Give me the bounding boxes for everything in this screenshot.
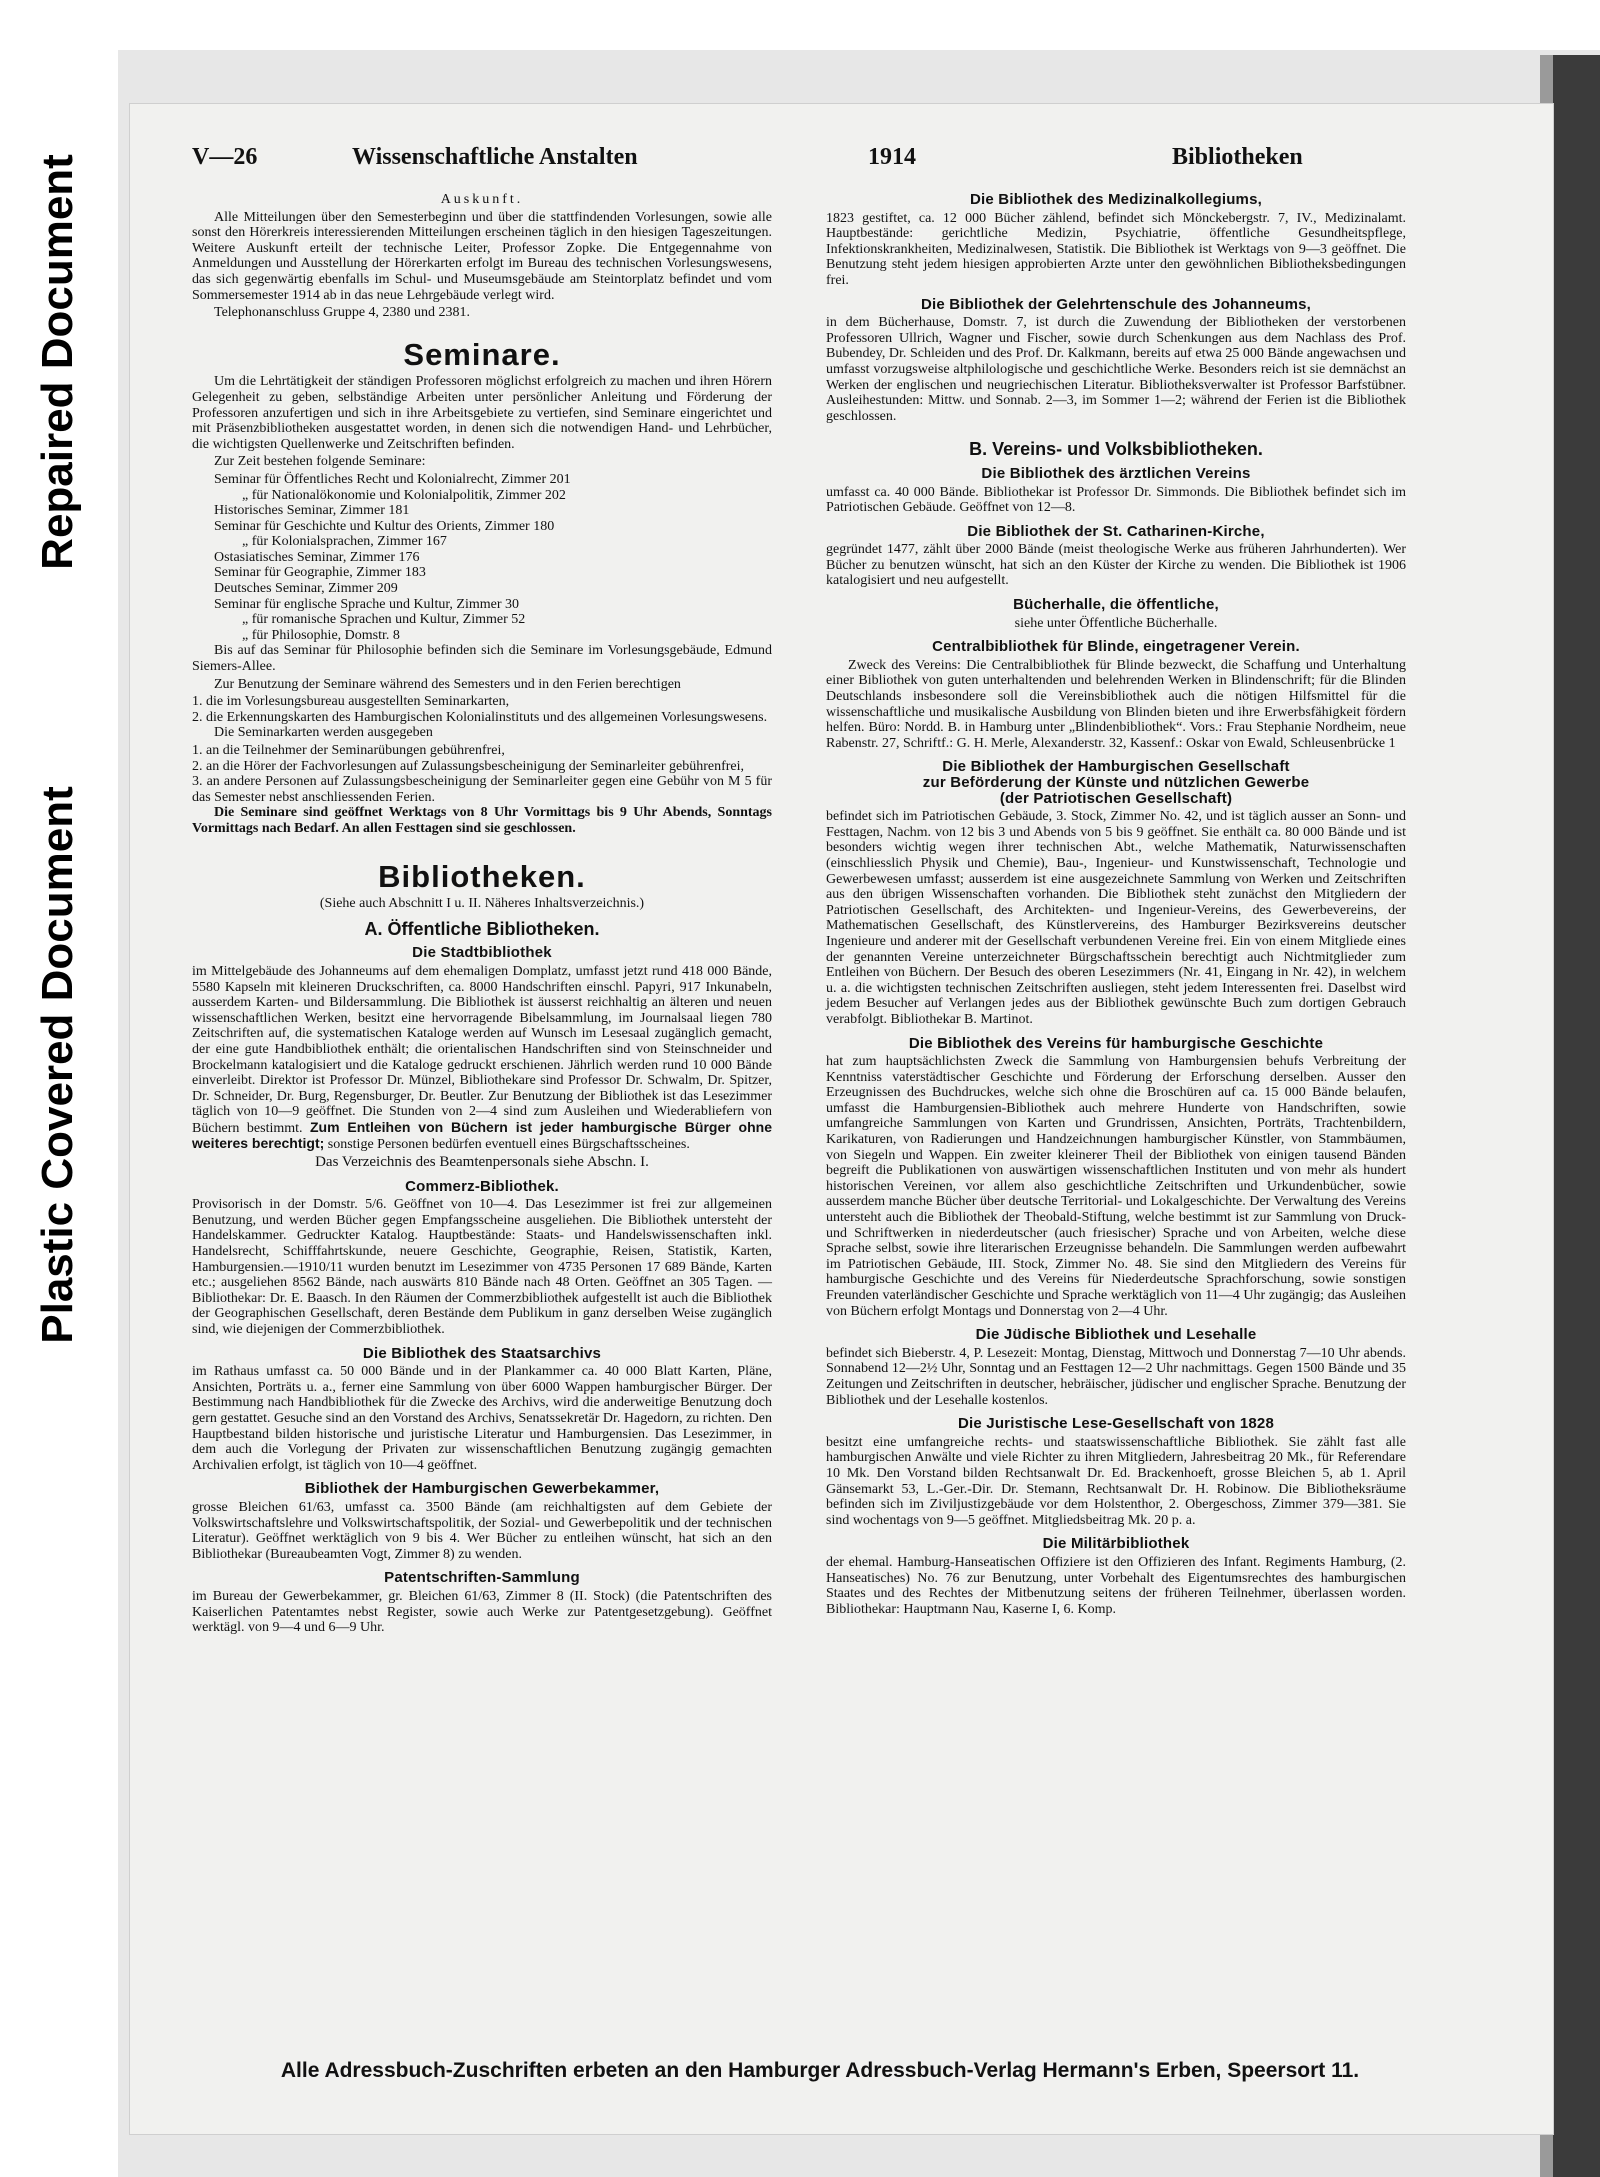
seminar-item: Deutsches Seminar, Zimmer 209 [214, 581, 398, 597]
seminar-item: Seminar für Geschichte und Kultur des Orients, Zimmer 180 [214, 518, 555, 534]
catharinen-heading: Die Bibliothek der St. Catharinen-Kirche, [967, 522, 1265, 540]
seminare-hours: Die Seminare sind geöffnet Werktags von 8 Uhr Vormittags bis 9 Uhr Abends, Sonntags Vormittags nach Bedarf. An allen Festtagen sind sie geschlossen. [192, 805, 772, 836]
seminare-list [192, 472, 772, 644]
seminar-item: „ für Nationalökonomie und Kolonialpolitik, Zimmer 202 [242, 487, 566, 503]
section-a-heading: A. Öffentliche Bibliotheken. [364, 918, 600, 939]
militaerbibliothek-text: der ehemal. Hamburg-Hanseatischen Offiziere ist den Offizieren des Infant. Regiments Hamburg, (2. Hanseatisches) No. 76 zur Benutzung, unter Vorbehalt des Eigentumsrechtes des hamburgischen Staates und des Rechtes der Mitbenutzung seitens der früheren Teilnehmer, überlassen worden. Bibliothekar: Hauptmann Nau, Kaserne I, 6. Komp. [826, 1554, 1406, 1617]
staatsarchiv-heading: Die Bibliothek des Staatsarchivs [362, 1344, 602, 1362]
gelehrtenschule-heading: Die Bibliothek der Gelehrtenschule des Johanneums, [920, 295, 1312, 313]
seminar-item: „ für Kolonialsprachen, Zimmer 167 [242, 534, 447, 550]
seminar-item: Seminar für Öffentliches Recht und Kolonialrecht, Zimmer 201 [214, 471, 571, 487]
buecherhalle-heading: Bücherhalle, die öffentliche, [1013, 596, 1219, 614]
gelehrtenschule-text: in dem Bücherhause, Domstr. 7, ist durch die Zuwendung der Bibliotheken der verstorbenen Professoren Ullrich, Wagner und Fischer, sowie durch Schenkungen aus dem Nachlass des Prof. Bubendey, Dr. Schleiden und des Prof. Dr. Kalkmann, bereits auf etwa 25 000 Bände angewachsen und umfasst vorzugsweise altphilologische und geschichtliche Werke. Besonders reich ist sie demnächst an Werken der englischen und neugriechischen Literatur. Bibliotheksverwalter ist Professor Barfstübner. Ausleihestunden: Mittw. und Sonnab. 2—3, im Sommer 1—2; während der Ferien ist die Bibliothek geschlossen. [826, 315, 1406, 424]
seminare-heading: Seminare. [403, 336, 561, 372]
seminarkarten-item: 1. an die Teilnehmer der Seminarübungen gebührenfrei, [192, 743, 505, 758]
seminar-item: „ für Philosophie, Domstr. 8 [242, 627, 400, 643]
seminar-item: Historisches Seminar, Zimmer 181 [214, 503, 410, 519]
seminare-location: Bis auf das Seminar für Philosophie befinden sich die Seminare im Vorlesungsgebäude, Edmund Siemers-Allee. [192, 643, 772, 675]
seminare-usage: Zur Benutzung der Seminare während des Semesters und in den Ferien berechtigen [214, 676, 681, 692]
patentschriften-heading: Patentschriften-Sammlung [384, 1569, 580, 1587]
auskunft-telephone: Telephonanschluss Gruppe 4, 2380 und 2381. [214, 305, 471, 321]
hamburgische-geschichte-text: hat zum hauptsächlichsten Zweck die Sammlung von Hamburgensien behufs Verbreitung der Kenntniss vaterstädtischer Geschichte und Förderung der Erforschung derselben. Ausser den Erzeugnissen des Buchdruckes, welche sich ohne die Broschüren auf ca. 15 000 Bände belaufen, umfasst die Hamburgensien-Bibliothek auch mehrere Hunderte von Handschriften, sowie umfangreiche Sammlungen von Karten und Grundrissen, Ansichten, Porträts, Trachtenbildern, Karikaturen, von Radierungen und Handzeichnungen hamburgischer Künstler, von Stammbäumen, von Siegeln und Wappen. Ein zweiter kleinerer Theil der Bibliothek von einigen tausend Bänden begreift die Publikationen von auswärtigen wissenschaftlichen Instituten und von mehr als hundert historischen Vereinen, vor allem also geschichtliche Zeitschriften und Urkundenbücher, sowie ausserdem manche Bücher über deutsche Territorial- und Lokalgeschichte. Der Verwaltung des Vereins untersteht auch die Bibliothek der Theobald-Stiftung, welche bestimmt ist zur Sammlung von Druck- und Schriftwerken in niederdeutscher (auch friesischer) Sprache und von Arbeiten, welche diese Sprache selbst, sowie ihre literarischen Erzeugnisse behandeln. Die Sammlungen werden aufbewahrt im Patriotischen Gebäude, III. Stock, Zimmer No. 48. Sie sind den Mitgliedern des Vereins für hamburgische Geschichte und des Vereins für Niederdeutsche Sprachforschung, sowie sonstigen Freunden vaterländischer Geschichte und Sprache werktäglich von 11—4 Uhr zugängig; das Ausleihen von Büchern erfolgt Montags und Donnerstag von 2—4 Uhr. [826, 1054, 1406, 1319]
stadtbibliothek-tail: sonstige Personen bedürfen eventuell eines Bürgschaftsscheines. [327, 1137, 690, 1153]
patriotische-heading-2: zur Beförderung der Künste und nützlichen Gewerbe [922, 774, 1310, 791]
gewerbekammer-heading: Bibliothek der Hamburgischen Gewerbekammer, [304, 1480, 660, 1498]
binding-edge [1553, 55, 1600, 2177]
running-header [192, 144, 1338, 180]
seminar-item: Ostasiatisches Seminar, Zimmer 176 [214, 549, 420, 565]
repaired-document-label: Repaired Document [33, 154, 82, 570]
seminarkarten-intro: Die Seminarkarten werden ausgegeben [214, 725, 433, 741]
patriotische-text: befindet sich im Patriotischen Gebäude, 3. Stock, Zimmer No. 42, und ist täglich ausser an Sonn- und Festtagen, Nachm. von 12 bis 3 und Abends von 5 bis 9 geöffnet. Sie enthält ca. 80 000 Bände und ist besonders wichtig wegen ihrer technischen Abt., welche Mathematik, Naturwissenschaften (einschliesslich Physik und Chemie), Bau-, Ingenieur- und Kunstwissenschaft, Technologie und Gewerbewesen umfasst; ausserdem ist eine ausgezeichnete Sammlung von Werken und Zeitschriften aus den übrigen Wissenschaften vorhanden. Die Bibliothek steht zunächst den Mitgliedern der Patriotischen Gesellschaft, des Architekten- und Ingenieur-Vereins, des Gewerbevereins, der Mathematischen Gesellschaft, des Künstlervereins, des Hamburger Bezirksvereins deutscher Ingenieure und anderer mit der Gesellschaft verbundenen Vereine frei. Ein von einem Mitgliede eines der genannten Vereine unterzeichneter Bürgschaftsschein berechtigt auch Nichtmitglieder zum Entleihen von Büchern. Der Besuch des oberen Lesezimmers (Nr. 41, Eingang in Nr. 42), in welchem u. a. die wichtigsten technischen Zeitschriften ausliegen, steht jedem Interessenten frei. Daselbst wird jedem Besucher auf Verlangen jedes aus der Bibliothek gewünschte Buch zum dortigen Gebrauch verabfolgt. Bibliothekar B. Martinot. [826, 809, 1406, 1027]
document-page [130, 104, 1553, 2134]
hamburgische-geschichte-heading: Die Bibliothek des Vereins für hamburgische Geschichte [908, 1034, 1324, 1052]
juedische-bibliothek-heading: Die Jüdische Bibliothek und Lesehalle [975, 1326, 1257, 1344]
seminarkarten-item: 2. an die Hörer der Fachvorlesungen auf Zulassungsbescheinigung der Seminarleiter gebührenfrei, [192, 758, 745, 774]
usage-item: 1. die im Vorlesungsbureau ausgestellten Seminarkarten, [192, 694, 510, 710]
buecherhalle-reference: siehe unter Öffentliche Bücherhalle. [1014, 615, 1218, 631]
juedische-bibliothek-text: befindet sich Bieberstr. 4, P. Lesezeit: Montag, Dienstag, Mittwoch und Donnerstag 7—10 Uhr abends. Sonnabend 12—2½ Uhr, Sonntag und an Festtagen 12—2 Uhr nachmittags. Gegen 1500 Bände und 35 Zeitungen und Zeitschriften in deutscher, hebräischer, jüdischer und englischer Sprache. Benutzung der Bibliothek und der Lesehalle kostenlos. [826, 1345, 1406, 1408]
seminar-item: Seminar für Geographie, Zimmer 183 [214, 565, 426, 581]
stadtbibliothek-heading: Die Stadtbibliothek [412, 944, 552, 962]
blinde-text: Zweck des Vereins: Die Centralbibliothek für Blinde bezweckt, die Schaffung und Unterhaltung einer Bibliothek von guten unterhaltenden und belehrenden Werken in Blindenschrift; für die Blinden Deutschlands insbesondere soll die Vereinsbibliothek auch die nötigen Hilfsmittel für die wissenschaftliche und musikalische Ausbildung von Blinden bieten und ihre Erwerbsfähigkeit fördern helfen. Büro: Nordd. B. in Hamburg unter „Blindenbibliothek“. Vors.: Frau Stephanie Nordheim, neue Rabenstr. 27, Schriftf.: G. H. Merle, Alexanderstr. 32, Kassenf.: Oskar von Ewald, Schleusenbrücke 1 [826, 657, 1406, 751]
catharinen-text: gegründet 1477, zählt über 2000 Bände (meist theologische Werke aus früheren Jahrhunderten). Wer Bücher zu benutzen wünscht, hat sich an den Küster der Kirche zu wenden. Die Bibliothek ist 1906 katalogisiert und neu aufgestellt. [826, 542, 1406, 589]
stadtbibliothek-emphasis: Zum Entleihen von Büchern ist jeder hamburgische Bürger ohne weiteres berechtigt; [192, 1118, 772, 1152]
auskunft-heading: Auskunft. [440, 192, 524, 207]
bibliotheken-subtitle: (Siehe auch Abschnitt I u. II. Näheres Inhaltsverzeichnis.) [319, 896, 645, 912]
stadtbibliothek-personnel-ref: Das Verzeichnis des Beamtenpersonals siehe Abschn. I. [315, 1154, 649, 1171]
patentschriften-text: im Bureau der Gewerbekammer, gr. Bleichen 61/63, Zimmer 8 (II. Stock) (die Patentschriften des Kaiserlichen Patentamtes nebst Register, sowie auch Werke zur Patentgesetzgebung). Geöffnet werktägl. von 9—4 und 6—9 Uhr. [192, 1588, 772, 1636]
usage-list [192, 694, 772, 725]
header-section: Wissenschaftliche Anstalten [352, 144, 638, 170]
side-label-panel [0, 0, 118, 2177]
stadtbibliothek-body: im Mittelgebäude des Johanneums auf dem ehemaligen Domplatz, umfasst jetzt rund 418 000 Bände, 5580 Kapseln mit kleineren Druckschriften, ca. 8000 Handschriften einschl. Papyri, 917 Inkunabeln, ausserdem Karten- und Bildersammlung. Die Bibliothek ist äusserst reichhaltig an älteren und neuen wissenschaftlichen Werken, besitzt eine hervorragende Bibelsammlung, im Journalsaal liegen 780 Zeitschriften auf, die systematischen Kataloge werden auf Wunsch im Lesesaal zugänglich gemacht, der eine gute Handbibliothek enthält; die orientalischen Handschriften sind von Steinschneider und Brockelmann katalogisiert und die Kataloge gedruckt erschienen. Jährlich werden rund 10 000 Bände einverleibt. Direktor ist Professor Dr. Münzel, Bibliothekare sind Professor Dr. Schwalm, Dr. Spitzer, Dr. Schneider, Dr. Burg, Regensburger, Dr. Beutler. Zur Benutzung der Bibliothek ist das Lesezimmer täglich von 10—9 geöffnet. Die Stunden von 2—4 sind zum Ausleihen und Wiederabliefern von Büchern bestimmt. [192, 963, 772, 1136]
header-year: 1914 [868, 144, 916, 170]
staatsarchiv-text: im Rathaus umfasst ca. 50 000 Bände und in der Plankammer ca. 40 000 Blatt Karten, Pläne, Ansichten, Porträts u. a., ferner eine Sammlung von über 6000 Wappen hamburgischer Bürger. Der Bestimmung nach Handbibliothek für die Zwecke des Archivs, wird die anderweitige Benutzung doch gern gestattet. Gesuche sind an den Vorstand des Archivs, Senatssekretär Dr. Hagedorn, zu richten. Den Hauptbestand bilden historische und juristische Literatur und Hamburgensien. Das Lesezimmer, in dem auch die Vorlegung der Privaten zur wissenschaftlichen Benutzung zugängig gemachten Archivalien erfolgt, ist täglich von 10—4 geöffnet. [192, 1364, 772, 1473]
auskunft-text: Alle Mitteilungen über den Semesterbeginn und über die stattfindenden Vorlesungen, sowie alle sonst den Hörerkreis interessierenden Mitteilungen erscheinen täglich in den hiesigen Tageszeitungen. Weitere Auskunft erteilt der technische Leiter, Professor Zopke. Die Entgegennahme von Anmeldungen und Ausstellung der Hörerkarten erfolgt im Bureau des technischen Vorlesungswesens, das sich gegenwärtig ebenfalls im Schul- und Museumsgebäude am Steintorplatz befindet und vom Sommersemester 1914 ab in das neue Lehrgebäude verlegt wird. [192, 209, 772, 303]
section-b-heading: B. Vereins- und Volksbibliotheken. [969, 439, 1263, 460]
plastic-covered-document-label: Plastic Covered Document [33, 786, 82, 1344]
medizinal-heading: Die Bibliothek des Medizinalkollegiums, [969, 191, 1263, 208]
footer-notice: Alle Adressbuch-Zuschriften erbeten an den Hamburger Adressbuch-Verlag Hermann's Erben, Speersort 11. [280, 2059, 1360, 2082]
seminar-item: Seminar für englische Sprache und Kultur, Zimmer 30 [214, 596, 520, 612]
blinde-heading: Centralbibliothek für Blinde, eingetragener Verein. [932, 638, 1300, 656]
seminare-intro: Um die Lehrtätigkeit der ständigen Professoren möglichst erfolgreich zu machen und ihren Hörern Gelegenheit zu geben, selbständige Arbeiten unter persönlicher Anleitung und Förderung der Professoren anzufertigen und sich in ihre Arbeitsgebiete zu vertiefen, sind Seminare eingerichtet und mit Präsenzbibliotheken ausgestattet worden, in denen sich die notwendigen Hand- und Lehrbücher, die wichtigsten Quellenwerke und Zeitschriften befinden. [192, 374, 772, 452]
juristische-gesellschaft-heading: Die Juristische Lese-Gesellschaft von 1828 [957, 1415, 1275, 1433]
left-column [192, 192, 772, 1638]
usage-item: 2. die Erkennungskarten des Hamburgischen Kolonialinstituts und des allgemeinen Vorlesungswesens. [192, 709, 768, 725]
aerztlicher-verein-text: umfasst ca. 40 000 Bände. Bibliothekar ist Professor Dr. Simmonds. Die Bibliothek befindet sich im Patriotischen Gebäude. Geöffnet von 12—8. [826, 484, 1406, 516]
seminar-item: „ für romanische Sprachen und Kultur, Zimmer 52 [242, 612, 526, 628]
seminare-list-intro: Zur Zeit bestehen folgende Seminare: [214, 454, 426, 470]
seminarkarten-list [192, 743, 772, 805]
header-page-ref: V—26 [192, 144, 258, 170]
commerz-heading: Commerz-Bibliothek. [405, 1177, 559, 1195]
header-topic: Bibliotheken [1172, 144, 1303, 170]
stadtbibliothek-text [192, 964, 772, 1153]
juristische-gesellschaft-text: besitzt eine umfangreiche rechts- und staatswissenschaftliche Bibliothek. Sie zählt fast alle hamburgischen Anwälte und viele Richter zu ihren Mitgliedern, Jahresbeitrag 20 Mk., für Referendare 10 Mk. Den Vorstand bilden Rechtsanwalt Dr. Ed. Brackenhoeft, grosse Bleichen 5, ab 1. April Gänsemarkt 53, L.-Ger.-Dir. Dr. Stemann, Rechtsanwalt Dr. H. Robinow. Die Bibliotheksräume befinden sich im Ziviljustizgebäude vor dem Holstenthor, 2. Obergeschoss, Zimmer 379—381. Sie sind wochentags von 9—5 geöffnet. Mitgliedsbeitrag Mk. 20 p. a. [826, 1434, 1406, 1528]
bibliotheken-heading: Bibliotheken. [378, 858, 586, 894]
aerztlicher-verein-heading: Die Bibliothek des ärztlichen Vereins [981, 464, 1251, 482]
commerz-text: Provisorisch in der Domstr. 5/6. Geöffnet von 10—4. Das Lesezimmer ist frei zur allgemeinen Benutzung, und werden Bücher gegen Empfangsscheine ausgeliehen. Die Bibliothek untersteht der Handelskammer. Gedruckter Katalog. Hauptbestände: Staats- und Handelswissenschaften inkl. Handelsrecht, Schifffahrtskunde, neuere Geschichte, Geographie, Reisen, Statistik, Karten, Hamburgensien.—1910/11 wurden benutzt im Lesezimmer von 4735 Personen 17 689 Bände, Karten etc.; ausgeliehen 8562 Bände, nach auswärts 810 Bände nach 48 Orten. Geöffnet an 305 Tagen. — Bibliothekar: Dr. E. Baasch. In den Räumen der Commerzbibliothek aufgestellt ist auch die Bibliothek der Geographischen Gesellschaft, deren Bestände dem Publikum in ganz derselben Weise zugänglich sind, wie diejenigen der Commerzbibliothek. [192, 1197, 772, 1337]
medizinal-text: 1823 gestiftet, ca. 12 000 Bücher zählend, befindet sich Mönckebergstr. 7, IV., Medizinalamt. Hauptbestände: gerichtliche Medizin, Psychiatrie, öffentliche Gesundheitspflege, Infektionskrankheiten, Medizinalwesen, Statistik. Die Bibliothek ist Werktags von 9—3 geöffnet. Die Benutzung steht jedem hiesigen approbierten Arzte unter den gewöhnlichen Bibliotheksbedingungen frei. [826, 210, 1406, 288]
right-column [826, 192, 1406, 1619]
seminarkarten-item: 3. an andere Personen auf Zulassungsbescheinigung der Seminarleiter gegen eine Gebühr von M 5 für das Semester nebst anschliessenden Ferien. [192, 774, 772, 805]
militaerbibliothek-heading: Die Militärbibliothek [1042, 1535, 1190, 1553]
patriotische-heading-3: (der Patriotischen Gesellschaft) [999, 789, 1233, 807]
patriotische-heading-1: Die Bibliothek der Hamburgischen Gesellschaft [942, 758, 1290, 776]
gewerbekammer-text: grosse Bleichen 61/63, umfasst ca. 3500 Bände (am reichhaltigsten auf dem Gebiete der Volkswirtschaftslehre und Volkswirtschaftspolitik, der Sozial- und Gewerbepolitik und der technischen Literatur). Geöffnet werktäglich von 9 bis 4. Wer Bücher zu entleihen wünscht, hat sich an den Bibliothekar (Bureaubeamten Vogt, Zimmer 8) zu wenden. [192, 1499, 772, 1562]
